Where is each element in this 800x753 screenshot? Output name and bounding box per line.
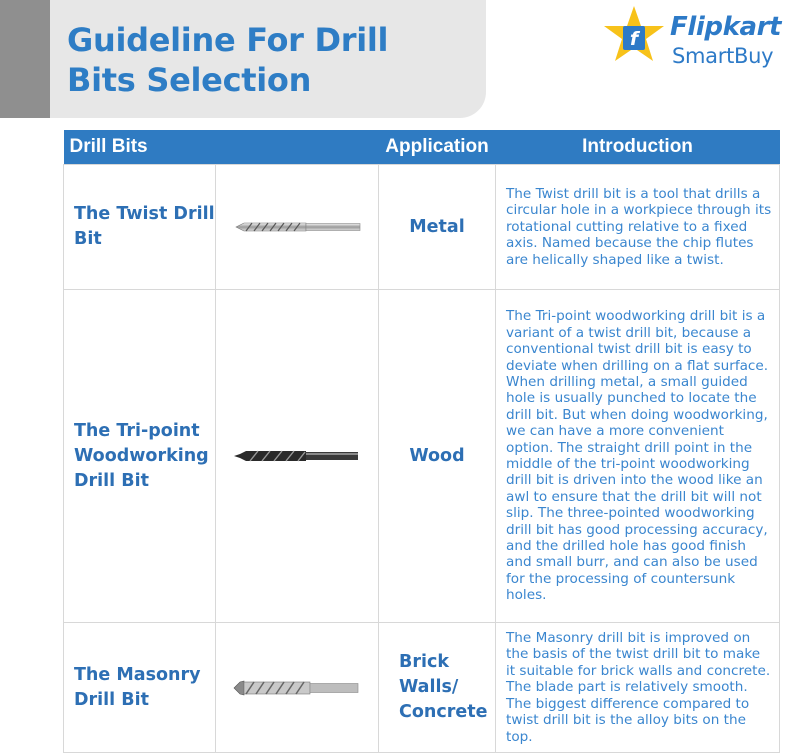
drill-bit-name: The Masonry Drill Bit (64, 623, 216, 753)
page-title: Guideline For Drill Bits Selection (67, 21, 389, 99)
header-introduction: Introduction (496, 130, 780, 165)
drill-bit-image-cell (216, 290, 379, 623)
brand-subtitle: SmartBuy (672, 44, 774, 68)
header-application: Application (379, 130, 496, 165)
table-row (64, 290, 780, 623)
flipkart-logo (604, 4, 800, 74)
table-header-row (64, 130, 780, 165)
masonry-drill-bit-image (232, 677, 362, 699)
tri-point-woodworking-drill-bit-image (232, 446, 362, 466)
introduction-text: The Tri-point woodworking drill bit is a variant of a twist drill bit, because a conventional twist drill bit is easy to deviate when drilling on a flat surface. When drilling metal, a small guided hole is usually punched to locate the drill bit. But when doing woodworking, we can have a more convenient option. The straight drill point in the middle of the tri-point woodworking drill bit is driven into the wood like an awl to ensure that the drill bit will not slip. The three-pointed woodworking drill bit has good processing accuracy, and the drilled hole has good finish and small burr, and can also be used for the processing of countersunk holes. (496, 290, 780, 623)
application-label: Wood (379, 290, 496, 623)
header-image (216, 130, 379, 165)
drill-bit-name: The Tri-point Woodworking Drill Bit (64, 290, 216, 623)
drill-bit-image-cell (216, 623, 379, 753)
brand-name: Flipkart (670, 12, 782, 42)
table-row (64, 623, 780, 753)
application-label: Brick Walls/ Concrete (379, 623, 496, 753)
logo-glyph: f (629, 28, 639, 50)
drill-bit-name: The Twist Drill Bit (64, 165, 216, 290)
introduction-text: The Twist drill bit is a tool that drills a circular hole in a workpiece through its rotational cutting relative to a fixed axis. Named because the chip flutes are helically shaped like a twist. (496, 165, 780, 290)
introduction-text: The Masonry drill bit is improved on the basis of the twist drill bit to make it suitable for brick walls and concrete. The blade part is relatively smooth. The biggest difference compared to twist drill bit is the alloy bits on the top. (496, 623, 780, 753)
header-stripe (0, 0, 50, 118)
table-row (64, 165, 780, 290)
application-label: Metal (379, 165, 496, 290)
twist-drill-bit-image (232, 217, 362, 237)
header-drill-bits: Drill Bits (64, 130, 216, 165)
flipkart-star-icon (604, 4, 670, 70)
drill-bit-table (63, 130, 779, 753)
drill-bit-image-cell (216, 165, 379, 290)
